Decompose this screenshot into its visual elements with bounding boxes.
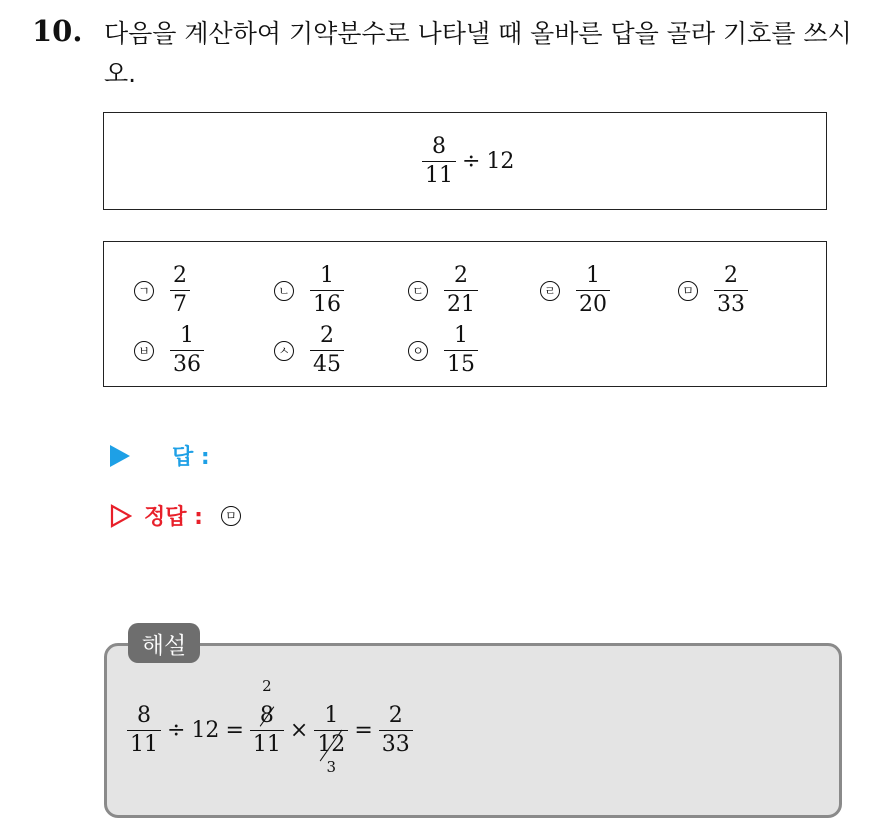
- choice-fraction: [170, 324, 204, 377]
- choice-numerator: 2: [724, 263, 738, 288]
- choice-numerator: 2: [454, 263, 468, 288]
- denominator: 33: [381, 732, 410, 757]
- multiply-operator: ×: [289, 718, 309, 743]
- choice-denominator: 45: [313, 352, 341, 377]
- choice-fraction: [310, 324, 344, 377]
- problem-numerator: 8: [432, 134, 446, 159]
- choice-denominator: 36: [173, 352, 201, 377]
- explanation-tab: 해설: [128, 623, 200, 663]
- choice-denominator: 7: [173, 292, 187, 317]
- equals-sign: =: [354, 718, 373, 743]
- explanation-fraction-2: [250, 677, 284, 757]
- denominator: 11: [130, 732, 158, 757]
- choice-item[interactable]: [134, 324, 204, 377]
- explanation-fraction-1: [127, 704, 161, 757]
- fraction-bar: [444, 290, 478, 291]
- explanation-fraction-3: [314, 703, 348, 776]
- numerator-value: 8: [259, 703, 274, 728]
- reduced-denominator: 3: [326, 758, 337, 776]
- question-number: 10.: [32, 14, 83, 48]
- choice-item[interactable]: [408, 264, 478, 317]
- cancelled-denominator: [314, 733, 348, 757]
- denominator-value: 12: [317, 732, 346, 757]
- choice-marker: ㅅ: [274, 341, 294, 361]
- play-triangle-icon: [110, 445, 130, 467]
- correct-answer-row: [110, 500, 257, 531]
- answer-row: [110, 440, 410, 471]
- choice-fraction: [170, 264, 190, 317]
- answer-input[interactable]: [210, 444, 410, 468]
- division-operator: ÷: [462, 149, 481, 174]
- choice-marker: ㅂ: [134, 341, 154, 361]
- choice-denominator: 21: [447, 292, 475, 317]
- divisor: 12: [191, 718, 220, 743]
- choice-denominator: 16: [313, 292, 341, 317]
- fraction-bar: [444, 350, 478, 351]
- choice-numerator: 1: [454, 323, 468, 348]
- choice-item[interactable]: [274, 324, 344, 377]
- correct-answer-label: 정답 :: [144, 505, 203, 530]
- choice-numerator: 1: [320, 263, 334, 288]
- explanation-box: [104, 643, 842, 818]
- choice-fraction: [714, 264, 748, 317]
- outline-triangle-icon: [110, 504, 132, 528]
- question-text: 다음을 계산하여 기약분수로 나타낼 때 올바른 답을 골라 기호를 쓰시오.: [104, 19, 852, 88]
- choices-box: [103, 241, 827, 387]
- choice-item[interactable]: [540, 264, 610, 317]
- choice-fraction: [444, 324, 478, 377]
- choice-marker: ㄱ: [134, 281, 154, 301]
- fraction-bar: [379, 730, 413, 731]
- choice-numerator: 2: [173, 263, 187, 288]
- correct-answer-marker: ㅁ: [221, 506, 241, 526]
- fraction-bar: [127, 730, 161, 731]
- problem-box: [103, 112, 827, 210]
- choice-item[interactable]: [274, 264, 344, 317]
- choice-denominator: 20: [579, 292, 607, 317]
- fraction-bar: [314, 730, 348, 731]
- denominator: 11: [252, 732, 281, 757]
- choice-item[interactable]: [134, 264, 190, 317]
- choice-marker: ㄴ: [274, 281, 294, 301]
- choice-marker: ㄹ: [540, 281, 560, 301]
- cancelled-numerator: [257, 704, 277, 728]
- choice-numerator: 1: [586, 263, 600, 288]
- equals-sign: =: [225, 718, 244, 743]
- fraction-bar: [576, 290, 610, 291]
- choice-marker: ㄷ: [408, 281, 428, 301]
- explanation-result: [379, 704, 413, 757]
- choice-numerator: 1: [180, 323, 194, 348]
- problem-divisor: 12: [486, 149, 515, 174]
- explanation-expression: [127, 677, 413, 776]
- fraction-bar: [170, 290, 190, 291]
- numerator: 2: [388, 703, 403, 728]
- division-operator: ÷: [167, 718, 186, 743]
- problem-expression: [422, 135, 514, 188]
- fraction-bar: [170, 350, 204, 351]
- fraction-bar: [422, 161, 456, 162]
- choice-numerator: 2: [320, 323, 334, 348]
- choice-fraction: [310, 264, 344, 317]
- choice-item[interactable]: [408, 324, 478, 377]
- answer-label: 답 :: [172, 445, 210, 470]
- problem-denominator: 11: [425, 163, 453, 188]
- choice-fraction: [444, 264, 478, 317]
- choice-marker: ㅁ: [678, 281, 698, 301]
- fraction-bar: [250, 730, 284, 731]
- choice-denominator: 15: [447, 352, 475, 377]
- fraction-bar: [714, 290, 748, 291]
- reduced-numerator: 2: [262, 677, 272, 695]
- choice-denominator: 33: [717, 292, 745, 317]
- choice-item[interactable]: [678, 264, 748, 317]
- choice-marker: ㅇ: [408, 341, 428, 361]
- fraction-bar: [310, 290, 344, 291]
- fraction-bar: [310, 350, 344, 351]
- choice-fraction: [576, 264, 610, 317]
- numerator: 8: [137, 703, 151, 728]
- numerator: 1: [324, 703, 339, 728]
- problem-fraction: [422, 135, 456, 188]
